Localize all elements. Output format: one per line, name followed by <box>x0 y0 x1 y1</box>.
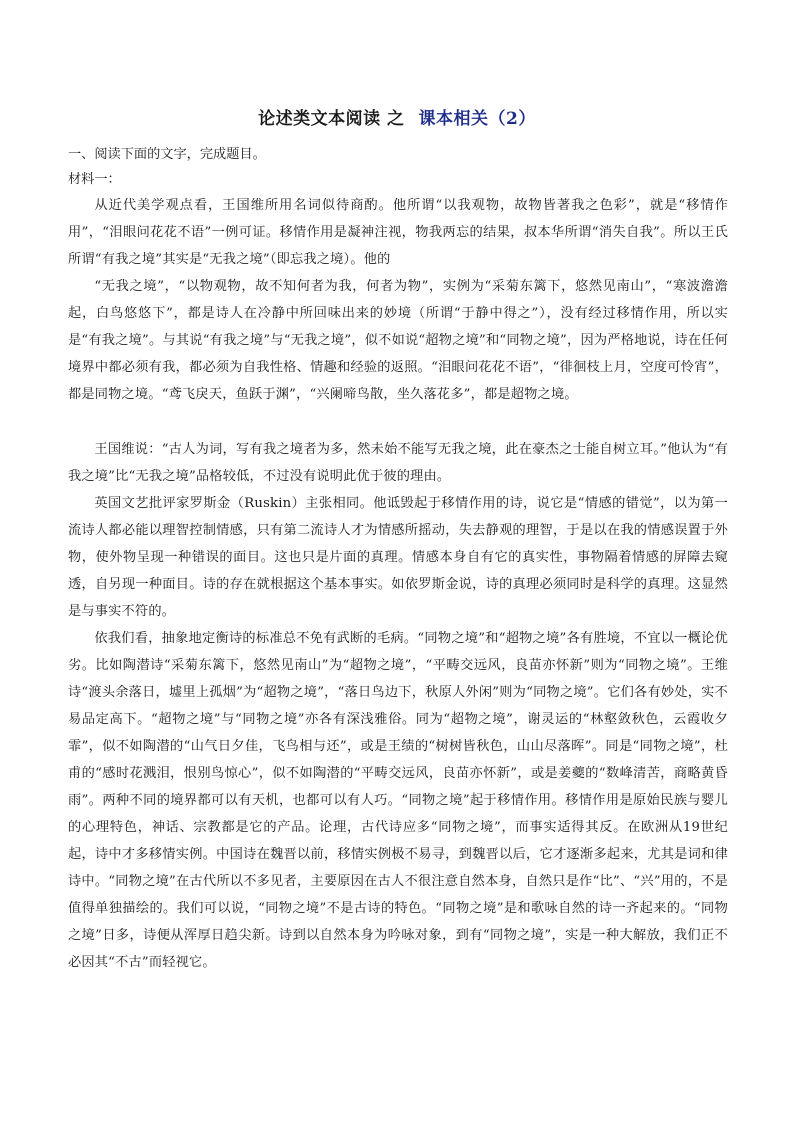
page-title <box>0 104 794 129</box>
paragraph-5: 依我们看，抽象地定衡诗的标准总不免有武断的毛病。“同物之境”和“超物之境”各有胜境，不宜以一概论优劣。比如陶潜诗“采菊东篱下，悠然见南山”为“超物之境”，“平畴交远风，良苗亦怀新”则为“同物之境”。王维诗“渡头余落日，墟里上孤烟”为“超物之境”，“落日鸟边下，秋原人外闲”则为“同物之境”。它们各有妙处，实不易品定高下。“超物之境”与“同物之境”亦各有深浅雅俗。同为“超物之境”，谢灵运的“林壑敛秋色，云霞收夕霏”，似不如陶潜的“山气日夕佳，飞鸟相与还”，或是王绩的“树树皆秋色，山山尽落晖”。同是“同物之境”，杜甫的“感时花溅泪，恨别鸟惊心”，似不如陶潜的“平畴交远风，良苗亦怀新”，或是姜夔的“数峰清苦，商略黄昏雨”。两种不同的境界都可以有天机，也都可以有人巧。“同物之境”起于移情作用。移情作用是原始民族与婴儿的心理特色，神话、宗教都是它的产品。论理，古代诗应多“同物之境”，而事实适得其反。在欧洲从19世纪起，诗中才多移情实例。中国诗在魏晋以前，移情实例极不易寻，到魏晋以后，它才逐渐多起来，尤其是词和律诗中。“同物之境”在古代所以不多见者，主要原因在古人不很注意自然本身，自然只是作“比”、“兴”用的，不是值得单独描绘的。我们可以说，“同物之境”不是古诗的特色。“同物之境”是和歌咏自然的诗一齐起来的。“同物之境”日多，诗便从浑厚日趋尖新。诗到以自然本身为吟咏对象，到有“同物之境”，实是一种大解放，我们正不必因其“不古”而轻视它。 <box>68 631 728 970</box>
paragraph-4: 英国文艺批评家罗斯金（Ruskin）主张相同。他诋毁起于移情作用的诗，说它是“情感的错觉”，以为第一流诗人都必能以理智控制情感，只有第二流诗人才为情感所摇动，失去静观的理智，于是以在我的情感误置于外物，使外物呈现一种错误的面目。这也只是片面的真理。情感本身自有它的真实性，事物隔着情感的屏障去窥透，自另现一种面目。诗的存在就根据这个基本事实。如依罗斯金说，诗的真理必须同时是科学的真理。这显然是与事实不符的。 <box>68 496 728 619</box>
paragraph-1: 从近代美学观点看，王国维所用名词似待商酌。他所谓“以我观物，故物皆著我之色彩”，就是“移情作用”，“泪眼问花花不语”一例可证。移情作用是凝神注视，物我两忘的结果，叔本华所谓“消失自我”。所以王氏所谓“有我之境”其实是“无我之境”（即忘我之境）。他的 <box>68 198 728 267</box>
paragraph-2: “无我之境”，“以物观物，故不知何者为我，何者为物”，实例为“采菊东篱下，悠然见南山”，“寒波澹澹起，白鸟悠悠下”，都是诗人在冷静中所回味出来的妙境（所谓“于静中得之”），没有经过移情作用，所以实是“有我之境”。与其说“有我之境”与“无我之境”，似不如说“超物之境”和“同物之境”，因为严格地说，诗在任何境界中都必须有我，都必须为自我性格、情趣和经验的返照。“泪眼问花花不语”，“徘徊枝上月，空度可怜宵”，都是同物之境。“鸢飞戾天，鱼跃于渊”，“兴阑啼鸟散，坐久落花多”，都是超物之境。 <box>68 279 728 402</box>
title-main: 论述类文本阅读 之 <box>258 109 405 129</box>
material-label: 材料一： <box>68 172 121 187</box>
question-instruction: 一、阅读下面的文字，完成题目。 <box>68 147 266 162</box>
title-subtitle: 课本相关（2） <box>418 109 536 129</box>
paragraph-3: 王国维说：“古人为词，写有我之境者为多，然未始不能写无我之境，此在豪杰之士能自树立耳。”他认为“有我之境”比“无我之境”品格较低，不过没有说明此优于彼的理由。 <box>68 442 728 484</box>
